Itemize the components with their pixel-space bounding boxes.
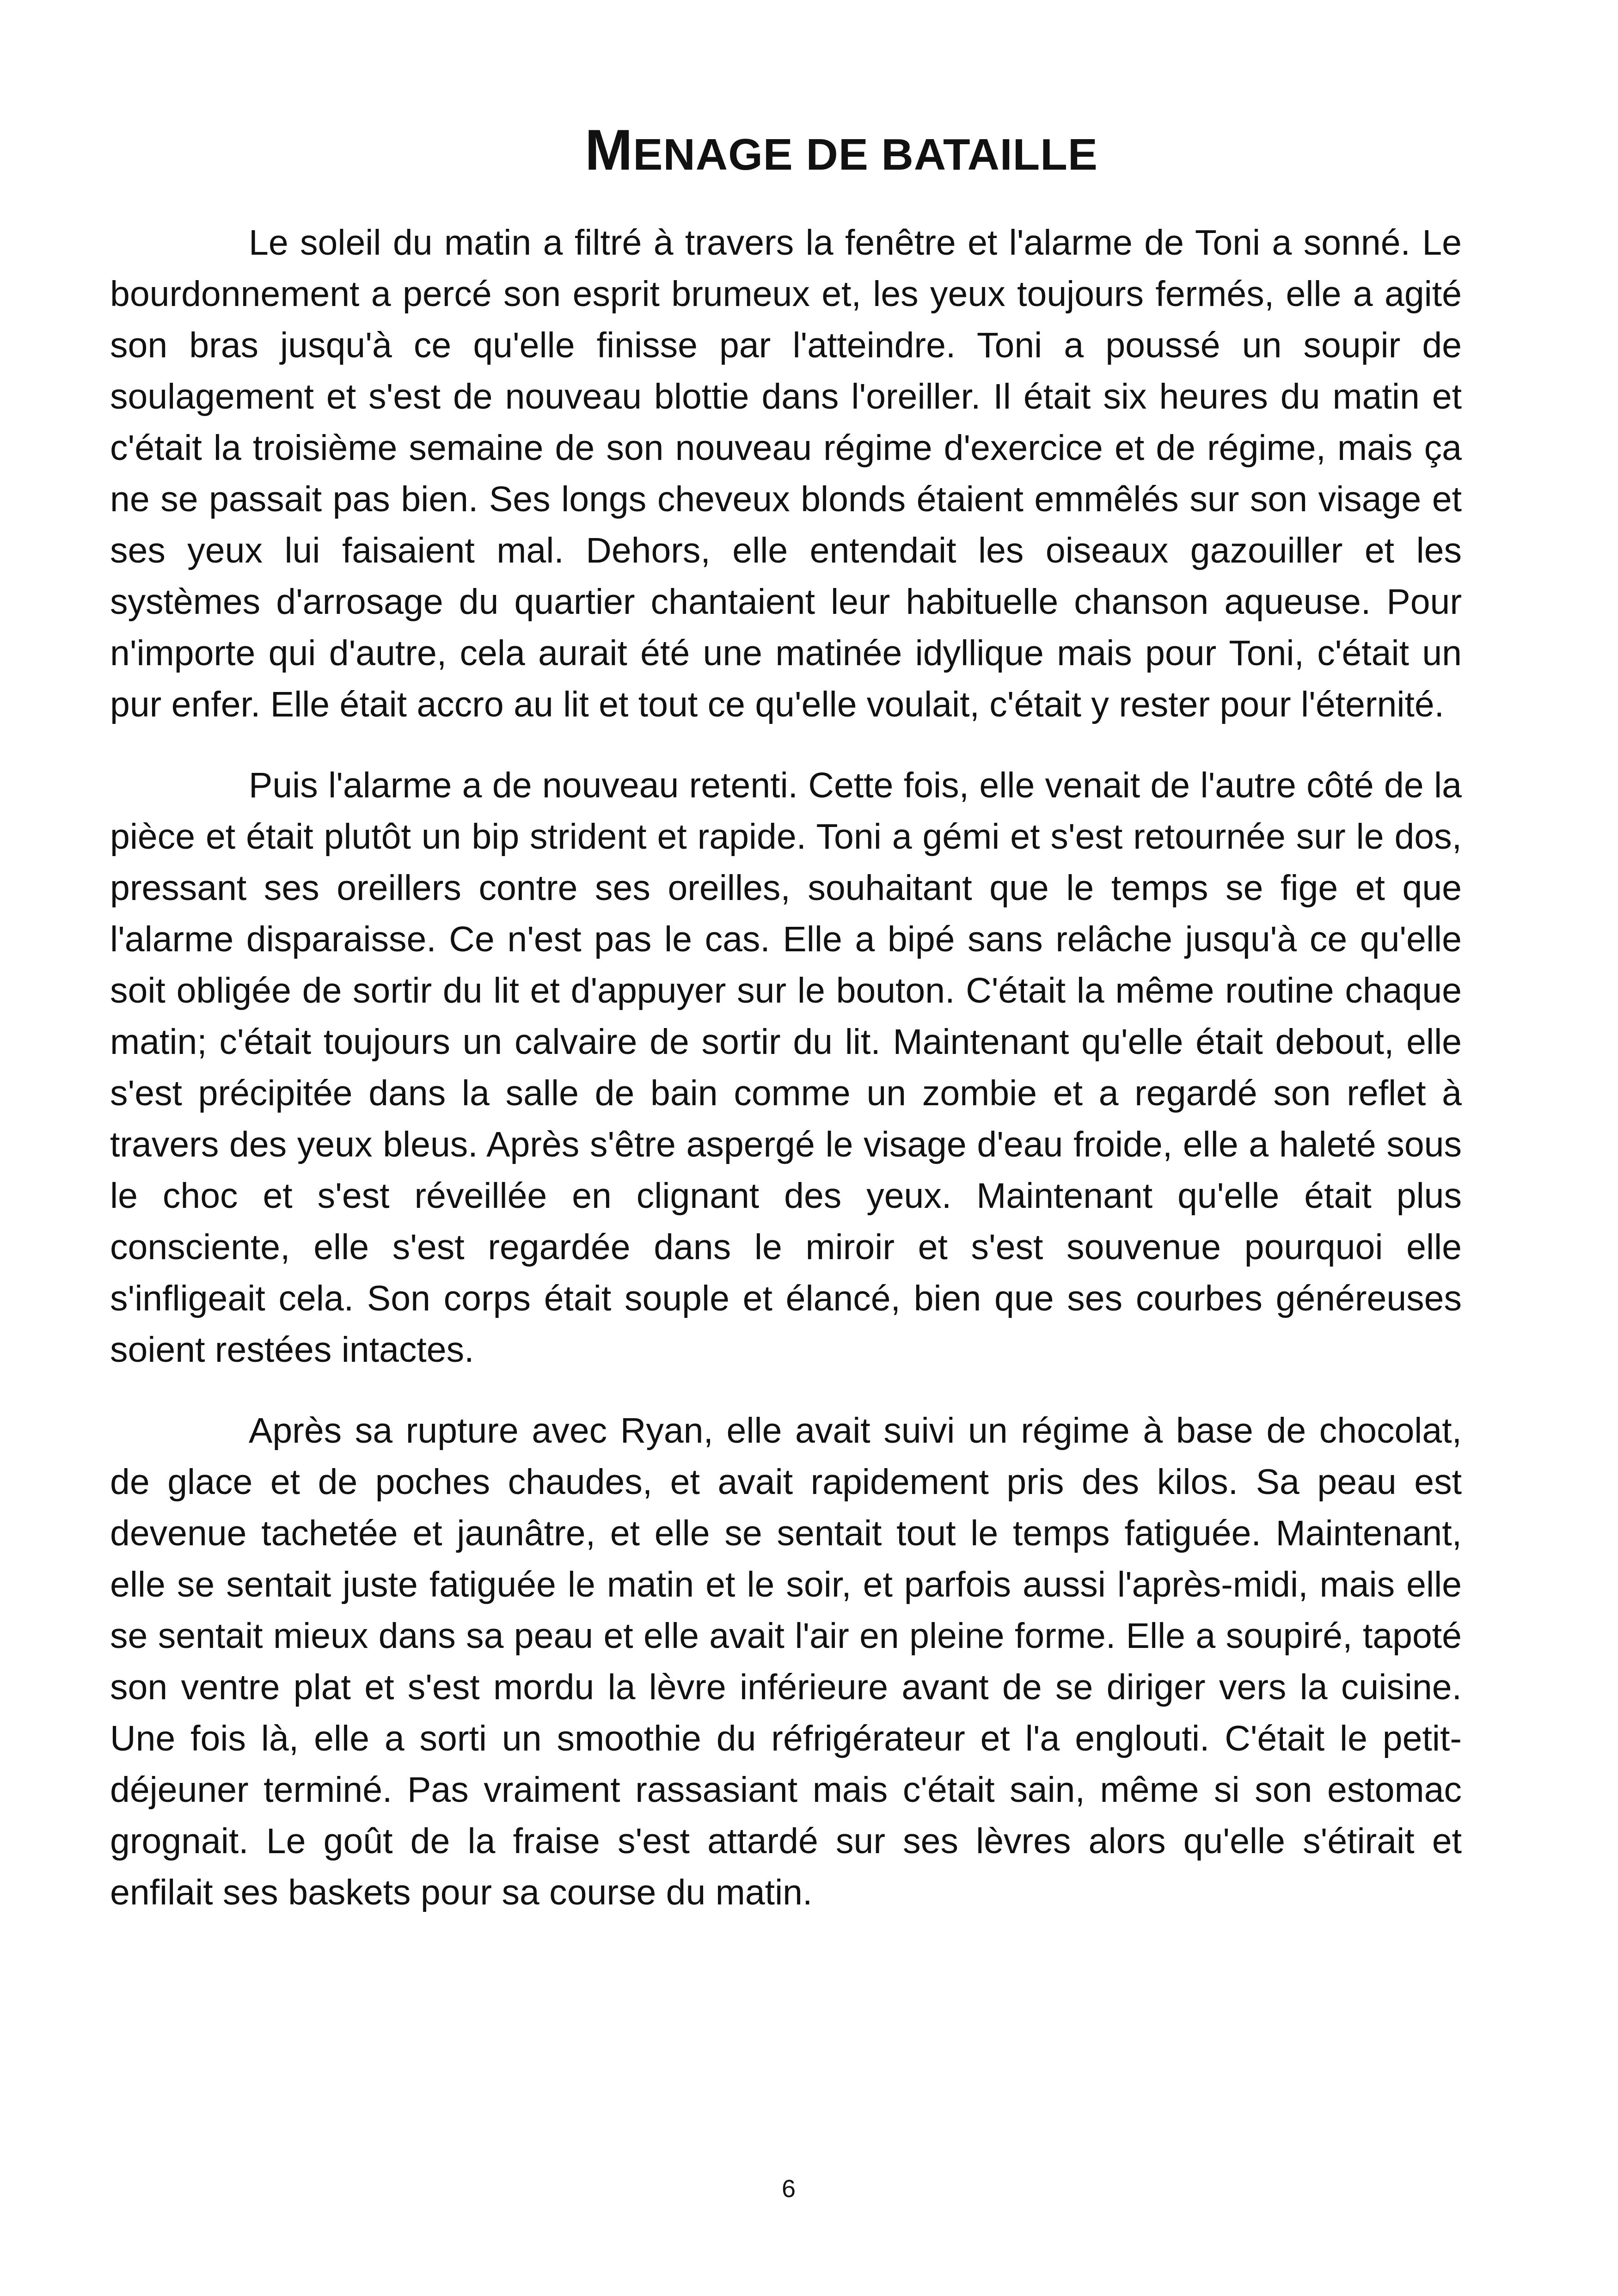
paragraph: Le soleil du matin a filtré à travers la fenêtre et l'alarme de Toni a sonné. Le bourdonnement a percé son esprit brumeux et, les yeux toujours fermés, elle a agité son bras jusqu'à ce qu'elle finisse par l'atteindre. Toni a poussé un soupir de soulagement et s'est de nouveau blottie dans l'oreiller. Il était six heures du matin et c'était la troisième semaine de son nouveau régime d'exercice et de régime, mais ça ne se passait pas bien. Ses longs cheveux blonds étaient emmêlés sur son visage et ses yeux lui faisaient mal. Dehors, elle entendait les oiseaux gazouiller et les systèmes d'arrosage du quartier chantaient leur habituelle chanson aqueuse. Pour n'importe qui d'autre, cela aurait été une matinée idyllique mais pour Toni, c'était un pur enfer. Elle était accro au lit et tout ce qu'elle voulait, c'était y rester pour l'éternité. — [110, 223, 1462, 724]
chapter-title-rest: ENAGE DE BATAILLE — [633, 130, 1098, 179]
paragraph: Puis l'alarme a de nouveau retenti. Cette fois, elle venait de l'autre côté de la pièce et était plutôt un bip strident et rapide. Toni a gémi et s'est retournée sur le dos, pressant ses oreillers contre ses oreilles, souhaitant que le temps se fige et que l'alarme disparaisse. Ce n'est pas le cas. Elle a bipé sans relâche jusqu'à ce qu'elle soit obligée de sortir du lit et d'appuyer sur le bouton. C'était la même routine chaque matin; c'était toujours un calvaire de sortir du lit. Maintenant qu'elle était debout, elle s'est précipitée dans la salle de bain comme un zombie et a regardé son reflet à travers des yeux bleus. Après s'être aspergé le visage d'eau froide, elle a haleté sous le choc et s'est réveillée en clignant des yeux. Maintenant qu'elle était plus consciente, elle s'est regardée dans le miroir et s'est souvenue pourquoi elle s'infligeait cela. Son corps était souple et élancé, bien que ses courbes généreuses soient restées intactes. — [110, 765, 1462, 1370]
paragraph: Après sa rupture avec Ryan, elle avait suivi un régime à base de chocolat, de glace et de poches chaudes, et avait rapidement pris des kilos. Sa peau est devenue tachetée et jaunâtre, et elle se sentait tout le temps fatiguée. Maintenant, elle se sentait juste fatiguée le matin et le soir, et parfois aussi l'après-midi, mais elle se sentait mieux dans sa peau et elle avait l'air en pleine forme. Elle a soupiré, tapoté son ventre plat et s'est mordu la lèvre inférieure avant de se diriger vers la cuisine. Une fois là, elle a sorti un smoothie du réfrigérateur et l'a englouti. C'était le petit-déjeuner terminé. Pas vraiment rassasiant mais c'était sain, même si son estomac grognait. Le goût de la fraise s'est attardé sur ses lèvres alors qu'elle s'étirait et enfilait ses baskets pour sa course du matin. — [110, 1411, 1462, 1912]
body-text — [110, 217, 1462, 1948]
page-number: 6 — [781, 2175, 796, 2203]
chapter-title-initial: M — [585, 118, 633, 182]
chapter-title — [0, 118, 1618, 187]
